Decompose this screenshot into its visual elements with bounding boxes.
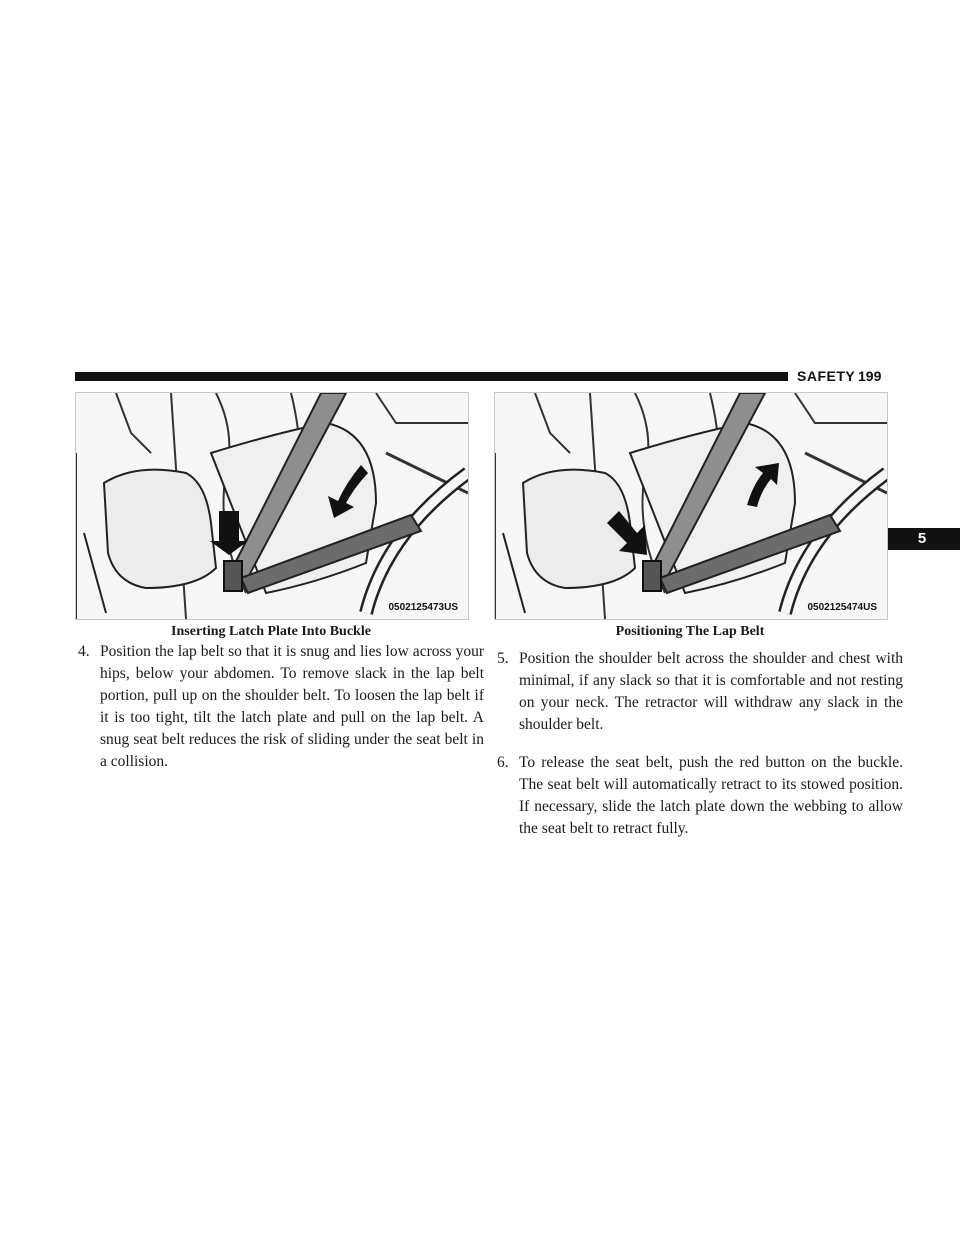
step-6 [497,752,903,840]
step-text: To release the seat belt, push the red button on the buckle. The seat belt will automatically retract to its stowed position. If necessary, slide the latch plate down the webbing to allow the seat belt to retract fully. [519,754,903,837]
step-number: 6. [497,754,509,771]
step-number: 4. [78,643,90,660]
header-rule [75,372,788,381]
step-number: 5. [497,650,509,667]
chapter-tab: 5 [884,528,960,550]
seat-belt-illustration-2 [495,393,887,619]
figure-positioning-lap-belt [494,392,888,620]
figure-inserting-latch-plate [75,392,469,620]
step-text: Position the shoulder belt across the shoulder and chest with minimal, if any slack so that it is comfortable and not resting on your neck. The retractor will withdraw any slack in the shoulder belt. [519,650,903,733]
figure-code: 0502125473US [388,602,458,613]
step-5 [497,648,903,736]
figure-caption: Positioning The Lap Belt [615,624,765,639]
section-title: SAFETY [797,368,856,384]
step-4 [78,641,484,773]
figure-code: 0502125474US [807,602,877,613]
seat-belt-illustration-1 [76,393,468,619]
step-text: Position the lap belt so that it is snug and lies low across your hips, below your abdomen. To remove slack in the lap belt portion, pull up on the shoulder belt. To loosen the lap belt if it is too tight, tilt the latch plate and pull on the lap belt. A snug seat belt reduces the risk of sliding under the seat belt in a collision. [100,643,484,770]
page-number: 199 [858,368,882,384]
figure-caption: Inserting Latch Plate Into Buckle [171,624,371,639]
